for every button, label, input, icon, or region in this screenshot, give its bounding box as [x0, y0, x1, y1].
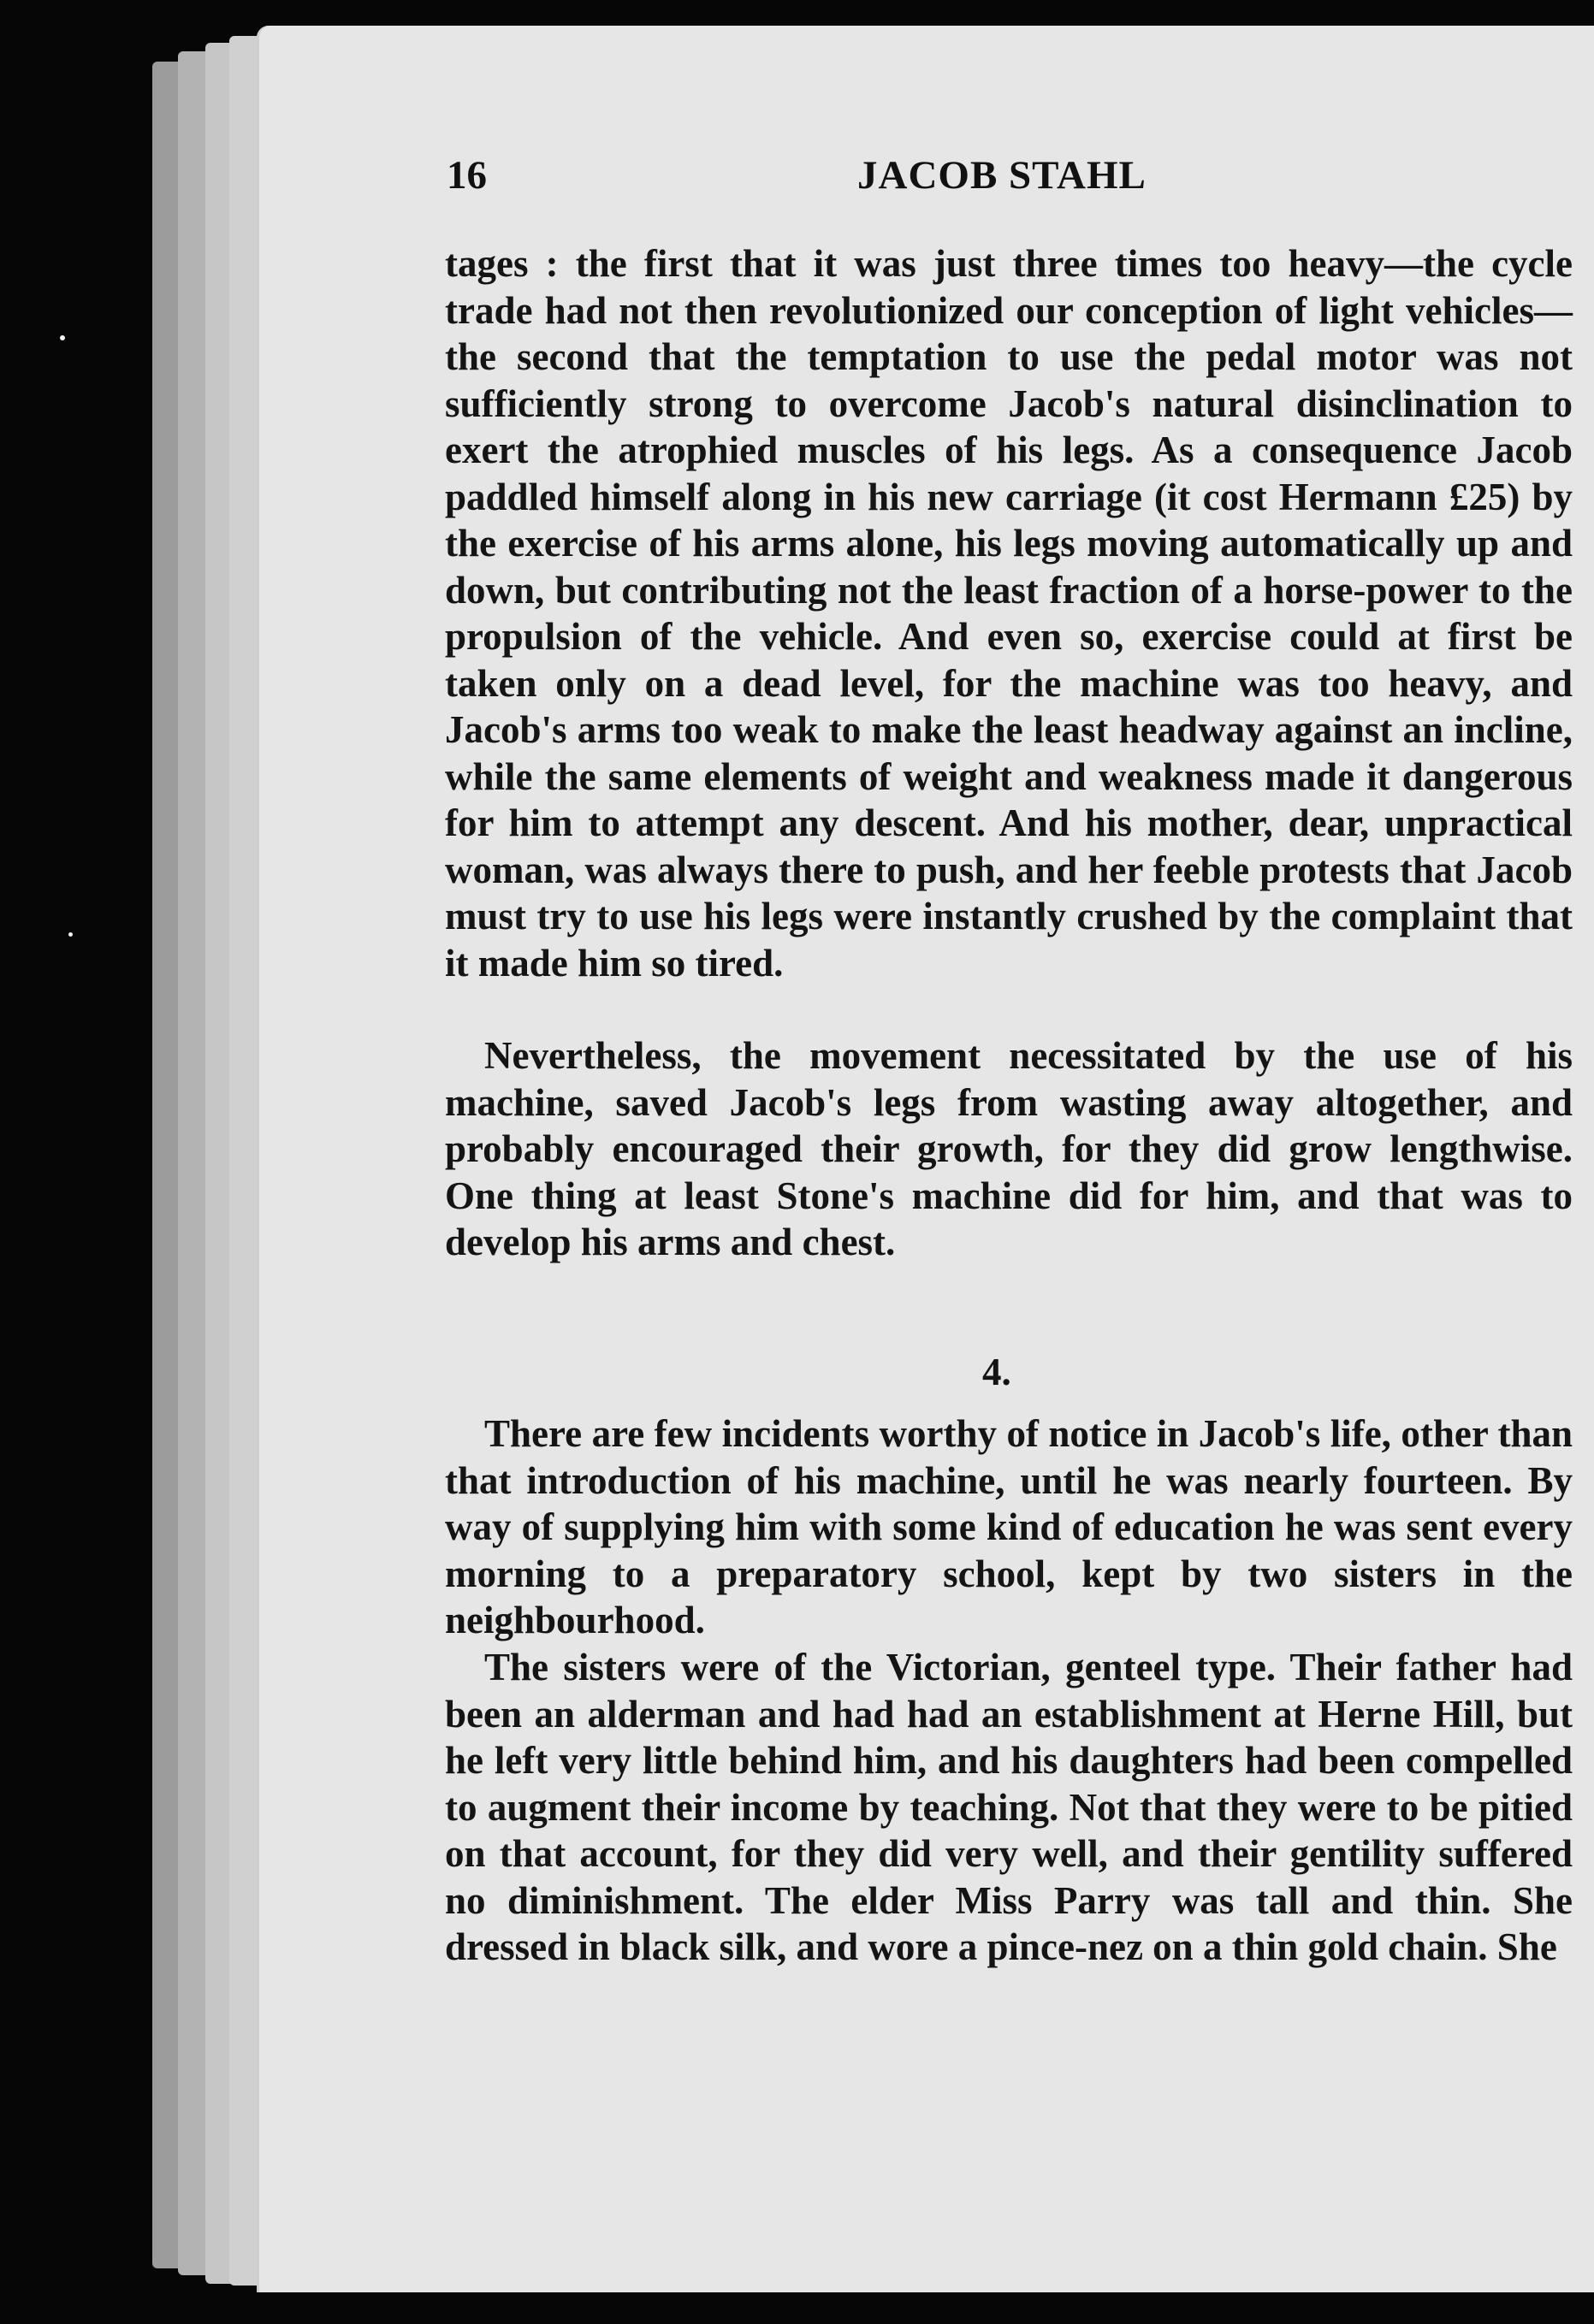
- page-number: 16: [447, 153, 487, 198]
- paragraph: Nevertheless, the movement necessitated by the use of his machine, saved Jacob's legs from wasting away altogether, and probably encouraged their growth, for they did grow lengthwise. One thing at least Stone's machine did for him, and that was to develop his arms and chest.: [445, 1034, 1573, 1263]
- paragraph: tages : the first that it was just three times too heavy—the cycle trade had not then revolutionized our conception of light vehicles—the second that the temptation to use the pedal motor was not sufficiently strong to overcome Jacob's natural disinclination to exert the atrophied muscles of his legs. As a consequence Jacob paddled himself along in his new carriage (it cost Hermann £25) by the exercise of his arms alone, his legs moving automatically up and down, but contributing not the least fraction of a horse-power to the propulsion of the vehicle. And even so, exercise could at first be taken only on a dead level, for the machine was too heavy, and Jacob's arms too weak to make the least headway against an incline, while the same elements of weight and weakness made it dangerous for him to attempt any descent. And his mother, dear, unpractical woman, was always there to push, and her feeble protests that Jacob must try to use his legs were instantly crushed by the complaint that it made him so tired.: [445, 242, 1573, 985]
- dust-speck: [68, 932, 73, 937]
- section-number: 4.: [982, 1351, 1011, 1393]
- paragraph: There are few incidents worthy of notice in Jacob's life, other than that introduction of his machine, until he was nearly fourteen. By way of supplying him with some kind of education he was sent every morning to a preparatory school, kept by two sisters in the neighbourhood.: [445, 1412, 1573, 1641]
- paragraph: The sisters were of the Victorian, genteel type. Their father had been an alderman and had had an establishment at Herne Hill, but he left very little behind him, and his daughters had been compelled to augment their income by teaching. Not that they were to be pitied on that account, for they did very well, and their gentility suffered no diminishment. The elder Miss Parry was tall and thin. She dressed in black silk, and wore a pince-nez on a thin gold chain. She: [445, 1646, 1573, 1968]
- dust-speck: [60, 335, 65, 340]
- running-head: [447, 152, 1572, 212]
- book-title: JACOB STAHL: [857, 153, 1147, 198]
